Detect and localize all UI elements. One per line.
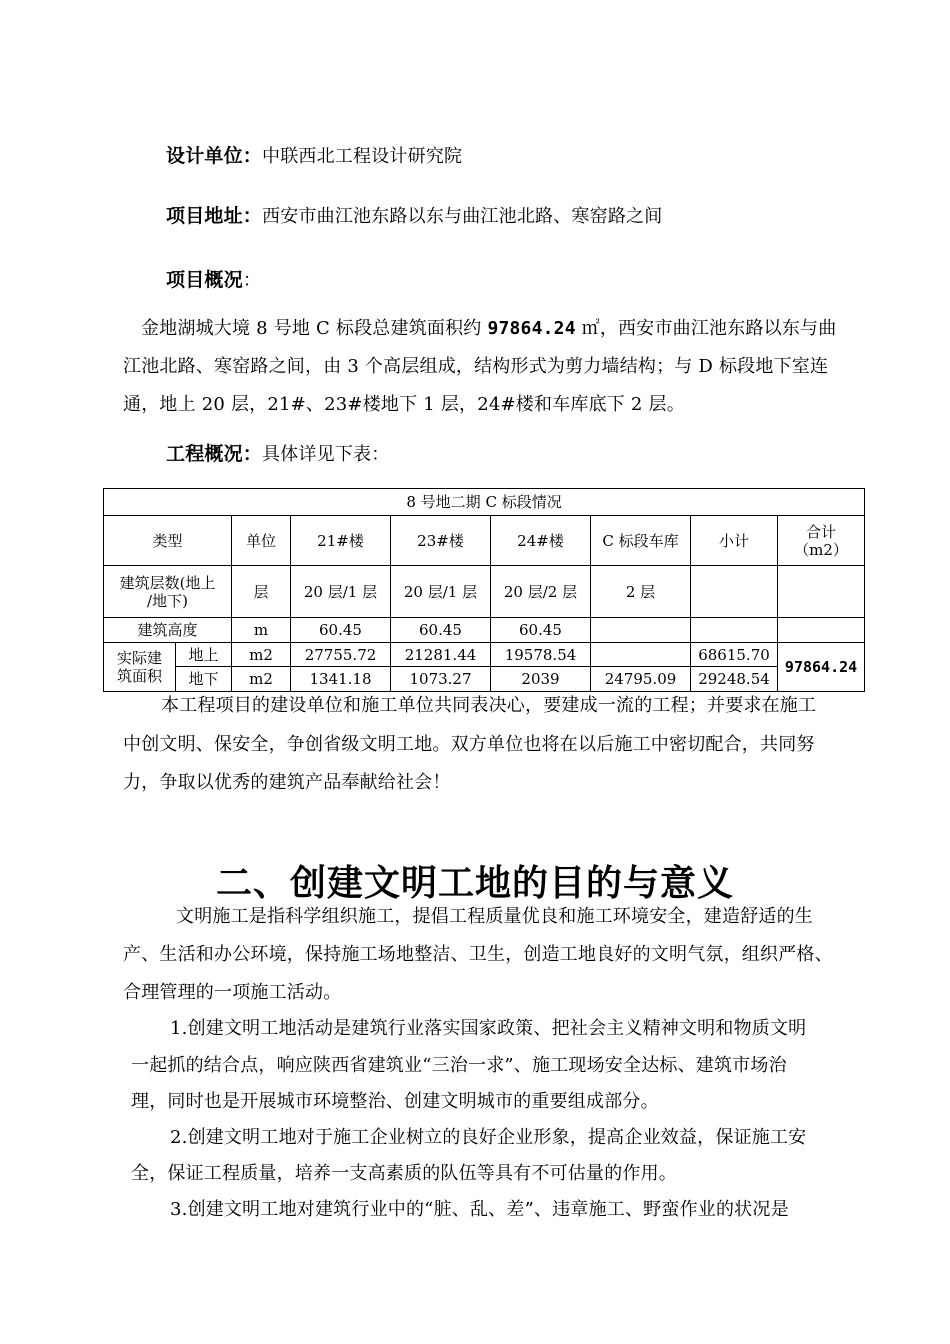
project-overview-colon: ： [242,270,262,291]
table-row-area-below [104,667,865,692]
area-above-building-23: 21281.44 [391,643,491,667]
overview-line-2: 江池北路、寒窑路之间，由 3 个高层组成，结构形式为剪力墙结构；与 D 标段地下室连 [123,356,829,377]
project-address-row [166,204,662,229]
area-below-unit: m2 [232,667,291,692]
table-title: 8 号地二期 C 标段情况 [104,489,865,516]
engineering-overview-value: 具体详见下表： [262,444,390,465]
project-table [103,488,865,692]
area-label [104,643,176,692]
header-subtotal: 小计 [691,516,778,566]
engineering-overview-row [166,442,389,467]
floors-building-21: 20 层/1 层 [291,566,391,618]
area-above-unit: m2 [232,643,291,667]
section-heading: 二、创建文明工地的目的与意义 [215,863,734,904]
area-above-garage [591,643,691,667]
table-row-floors [104,566,865,618]
para2-line-2: 一起抓的结合点，响应陕西省建筑业“三治一求”、施工现场安全达标、建筑市场治 [131,1055,787,1076]
floors-subtotal [691,566,778,618]
floors-garage: 2 层 [591,566,691,618]
floors-label-line-2: /地下) [147,591,188,610]
design-unit-value: 中联西北工程设计研究院 [262,146,463,167]
height-garage [591,618,691,643]
header-total-line-2: （m2） [794,540,848,559]
project-overview-row [166,268,261,293]
overview-line-1-b: ㎡，西安市曲江池东路以东与曲 [575,318,837,339]
overview-line-1-a: 金地湖城大境 8 号地 C 标段总建筑面积约 [141,318,488,339]
height-label: 建筑高度 [104,618,232,643]
resolution-line-3: 力，争取以优秀的建筑产品奉献给社会！ [123,772,451,793]
overview-line-3: 通，地上 20 层，21#、23#楼地下 1 层，24#楼和车库底下 2 层。 [123,394,685,415]
overview-line-1 [141,317,836,341]
table-row-height [104,618,865,643]
area-above-building-21: 27755.72 [291,643,391,667]
floors-unit: 层 [232,566,291,618]
engineering-overview-label: 工程概况： [166,443,263,465]
area-label-line-1: 实际建 [116,649,162,667]
header-type: 类型 [104,516,232,566]
height-total [778,618,865,643]
area-below-label: 地下 [176,667,232,692]
header-total-line-1: 合计 [806,522,837,541]
area-above-label: 地上 [176,643,232,667]
area-above-building-24: 19578.54 [491,643,591,667]
para3-line-2: 全，保证工程质量，培养一支高素质的队伍等具有不可估量的作用。 [131,1163,677,1184]
para1-line-3: 合理管理的一项施工活动。 [123,982,342,1003]
design-unit-row [166,144,462,169]
header-total [778,516,865,566]
floors-label [104,566,232,618]
area-total: 97864.24 [778,643,865,692]
area-below-building-21: 1341.18 [291,667,391,692]
area-label-line-2: 筑面积 [116,667,162,685]
para3-line-1: 2.创建文明工地对于施工企业树立的良好企业形象，提高企业效益，保证施工安 [170,1127,807,1148]
project-overview-label: 项目概况 [166,269,243,291]
resolution-line-1: 本工程项目的建设单位和施工单位共同表决心，要建成一流的工程；并要求在施工 [161,695,817,716]
header-building-24: 24#楼 [491,516,591,566]
height-unit: m [232,618,291,643]
resolution-line-2: 中创文明、保安全，争创省级文明工地。双方单位也将在以后施工中密切配合，共同努 [123,734,815,755]
para4-line-1: 3.创建文明工地对建筑行业中的“脏、乱、差”、违章施工、野蛮作业的状况是 [170,1199,789,1220]
para1-line-2: 产、生活和办公环境，保持施工场地整洁、卫生，创造工地良好的文明气氛，组织严格、 [123,944,833,965]
para2-line-1: 1.创建文明工地活动是建筑行业落实国家政策、把社会主义精神文明和物质文明 [170,1018,807,1039]
area-above-subtotal: 68615.70 [691,643,778,667]
floors-building-24: 20 层/2 层 [491,566,591,618]
table-header-row [104,516,865,566]
floors-label-line-1: 建筑层数(地上 [119,573,216,592]
header-garage: C 标段车库 [591,516,691,566]
header-building-21: 21#楼 [291,516,391,566]
overview-area-number: 97864.24 [487,318,576,339]
height-subtotal [691,618,778,643]
header-building-23: 23#楼 [391,516,491,566]
floors-total [778,566,865,618]
para2-line-3: 理，同时也是开展城市环境整治、创建文明城市的重要组成部分。 [131,1091,659,1112]
floors-building-23: 20 层/1 层 [391,566,491,618]
table-title-row [104,489,865,516]
area-below-building-23: 1073.27 [391,667,491,692]
para1-line-1: 文明施工是指科学组织施工，提倡工程质量优良和施工环境安全，建造舒适的生 [176,906,813,927]
table-row-area-above [104,643,865,667]
height-building-23: 60.45 [391,618,491,643]
project-address-value: 西安市曲江池东路以东与曲江池北路、寒窑路之间 [262,206,663,227]
area-below-garage: 24795.09 [591,667,691,692]
height-building-24: 60.45 [491,618,591,643]
project-address-label: 项目地址： [166,205,263,227]
area-below-subtotal: 29248.54 [691,667,778,692]
header-unit: 单位 [232,516,291,566]
design-unit-label: 设计单位： [166,145,263,167]
height-building-21: 60.45 [291,618,391,643]
area-below-building-24: 2039 [491,667,591,692]
